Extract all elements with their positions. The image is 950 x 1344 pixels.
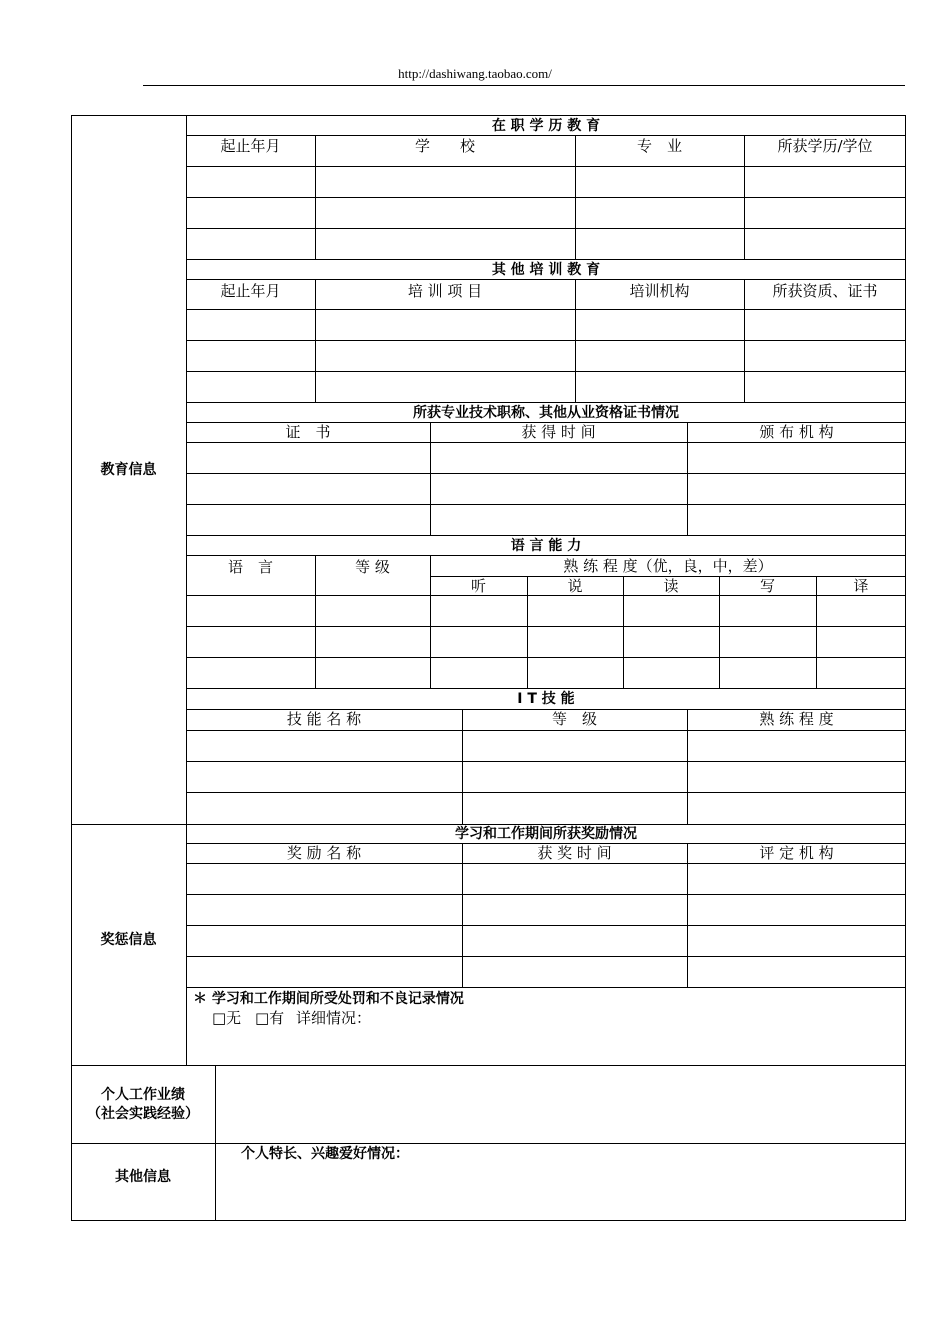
rewards-section-label: 奖惩信息 (100, 932, 157, 948)
row-line (186, 340, 906, 341)
section-divider (71, 824, 906, 825)
language-col-language: 语 言 (227, 558, 273, 576)
it-title: I T 技 能 (517, 691, 575, 707)
training-col-project: 培 训 项 目 (407, 282, 483, 300)
certificates-title: 所获专业技术职称、其他从业资格证书情况 (413, 405, 679, 421)
it-col-proficiency: 熟 练 程 度 (759, 710, 834, 728)
awards-col-date: 获 奖 时 间 (537, 844, 612, 862)
penalty-option-none[interactable]: □无 (212, 1009, 242, 1027)
penalty-option-yes[interactable]: □有 (255, 1009, 285, 1027)
certificates-col-date: 获 得 时 间 (521, 423, 596, 441)
section-divider (71, 1143, 906, 1144)
label-column-divider (186, 115, 187, 1065)
row-line (186, 259, 906, 260)
language-skill-write: 写 (759, 577, 775, 595)
col-line (687, 843, 688, 987)
performance-section-label: 个人工作业绩 (101, 1087, 185, 1103)
row-line (186, 371, 906, 372)
row-line (186, 504, 906, 505)
row-line (186, 956, 906, 957)
row-line (186, 688, 906, 689)
inservice-col-school: 学 校 (414, 137, 475, 155)
inservice-title: 在 职 学 历 教 育 (491, 118, 601, 134)
table-frame (71, 115, 906, 1221)
other-section-label: 其他信息 (115, 1169, 171, 1185)
row-line (186, 730, 906, 731)
awards-title: 学习和工作期间所获奖励情况 (455, 826, 637, 842)
performance-section-sublabel: （社会实践经验） (87, 1106, 199, 1122)
inservice-col-period: 起止年月 (220, 137, 281, 155)
header-url: http://dashiwang.taobao.com/ (398, 66, 552, 81)
language-skill-listen: 听 (470, 577, 486, 595)
row-line (186, 135, 906, 136)
language-col-proficiency: 熟 练 程 度（优，良，中，差） (563, 557, 773, 575)
it-col-skill: 技 能 名 称 (286, 710, 362, 728)
header-rule (143, 85, 905, 86)
row-line (186, 166, 906, 167)
row-line (186, 925, 906, 926)
row-line (186, 863, 906, 864)
row-line (186, 595, 906, 596)
row-line (186, 555, 906, 556)
col-line (462, 843, 463, 987)
row-line (186, 657, 906, 658)
row-line (186, 987, 906, 988)
row-line (186, 761, 906, 762)
row-line (186, 442, 906, 443)
training-col-certificate: 所获资质、证书 (772, 282, 878, 300)
awards-col-issuer: 评 定 机 构 (759, 844, 834, 862)
row-line (186, 894, 906, 895)
row-line (186, 309, 906, 310)
row-line (186, 473, 906, 474)
training-title: 其 他 培 训 教 育 (491, 262, 601, 278)
row-line (186, 626, 906, 627)
row-line (186, 197, 906, 198)
section-divider (71, 1065, 906, 1066)
certificates-col-name: 证 书 (285, 423, 331, 441)
language-skill-translate: 译 (853, 577, 869, 595)
awards-col-name: 奖 励 名 称 (286, 844, 362, 862)
training-col-institution: 培训机构 (629, 282, 690, 300)
language-skill-speak: 说 (567, 577, 583, 595)
penalty-title: ＊ 学习和工作期间所受处罚和不良记录情况 (193, 991, 464, 1007)
language-skill-read: 读 (663, 577, 679, 595)
penalty-details-label: 详细情况： (296, 1009, 372, 1027)
row-line (186, 535, 906, 536)
inservice-col-degree: 所获学历/学位 (777, 137, 873, 155)
hobbies-label: 个人特长、兴趣爱好情况： (241, 1146, 409, 1162)
training-col-period: 起止年月 (220, 282, 281, 300)
row-line (186, 402, 906, 403)
language-col-level: 等 级 (355, 558, 390, 576)
row-line (186, 228, 906, 229)
language-title: 语 言 能 力 (510, 538, 582, 554)
it-col-level: 等 级 (551, 710, 597, 728)
education-section-label: 教育信息 (100, 462, 157, 478)
row-line (186, 279, 906, 280)
inservice-col-major: 专 业 (636, 137, 682, 155)
row-line (186, 792, 906, 793)
certificates-col-issuer: 颁 布 机 构 (759, 423, 834, 441)
